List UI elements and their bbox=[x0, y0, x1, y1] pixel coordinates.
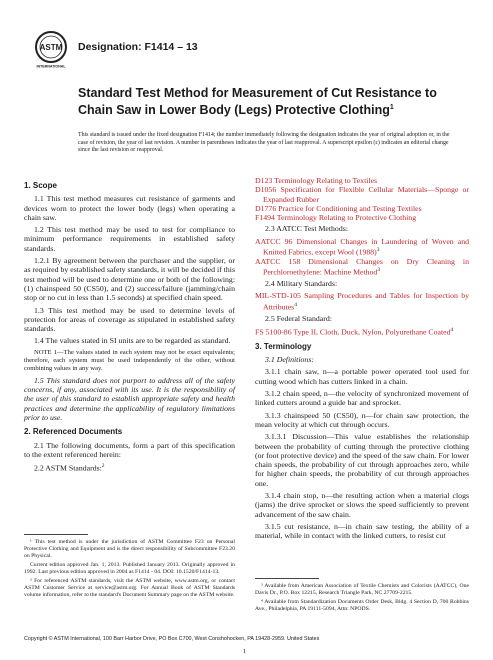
reference-item bbox=[255, 237, 469, 257]
paragraph-3-1-2: 3.1.2 chain speed, n—the velocity of synchronized movement of linked cutters around a guide bar and sprocket. bbox=[255, 389, 469, 408]
paragraph-2-2 bbox=[24, 462, 235, 473]
paragraph-3-1-3-1: 3.1.3.1 Discussion—This value establishes the relationship between the probability of cutting through the protective clothing (or foot protective device) and the speed of the saw chain. For lower chain speeds, the probability of cut through approaches zero, while for higher chain speeds, the probability of cut through approaches one. bbox=[255, 432, 469, 488]
paragraph-2-1: 2.1 The following documents, form a part of this specification to the extent referenced herein: bbox=[24, 440, 235, 459]
footnote-rule bbox=[255, 578, 319, 579]
footnote-mark: 3 bbox=[377, 267, 381, 274]
paragraph-2-2-text: 2.2 ASTM Standards: bbox=[34, 463, 102, 473]
paragraph-1-5: 1.5 This standard does not purport to address all of the safety concerns, if any, associated with its use. It is the responsibility of the user of this standard to establish appropriate safety and health practices and determine the applicability of regulatory limitations prior to use. bbox=[24, 375, 235, 422]
paragraph-1-3: 1.3 This test method may be used to determine levels of protection for areas of coverage as stipulated in established safety standards. bbox=[24, 305, 235, 334]
reference-title[interactable]: Specification for Flexible Cellular Materials—Sponge or Expanded Rubber bbox=[263, 185, 469, 204]
title-footnote-mark: 1 bbox=[389, 103, 394, 111]
footnote-list-left bbox=[24, 539, 235, 599]
paragraph-3-1-3: 3.1.3 chainspeed 50 (CS50), n—for chain saw protection, the mean velocity at which cut through occurs. bbox=[255, 410, 469, 429]
aatcc-reference-list bbox=[255, 237, 469, 277]
designation: Designation: F1414 – 13 bbox=[78, 41, 198, 53]
paragraph-3-1-4: 3.1.4 chain stop, n—the resulting action when a material clogs (jams) the drive sprocket or slows the speed sufficiently to prevent advancement of the saw chain. bbox=[255, 490, 469, 519]
footnote-item: ³ Available from American Association of Textile Chemists and Colorists (AATCC), One Davis Dr., P.O. Box 12215, Research Triangle Park, NC 27709-2215. bbox=[255, 583, 469, 596]
page-number: 1 bbox=[243, 648, 247, 655]
reference-item bbox=[255, 204, 469, 213]
paragraph-1-1: 1.1 This test method measures cut resistance of garments and devices worn to protect the lower body (legs) when operating a chain saw. bbox=[24, 194, 235, 222]
reference-link-fs[interactable]: FS 5100-86 bbox=[255, 327, 292, 337]
footnote-item: Current edition approved Jan. 1, 2013. Published January 2013. Originally approved in 1992. Last previous edition approved in 2004 as F1414 - 04. DOI: 10.1520/F1414-13. bbox=[24, 562, 235, 575]
section-heading-terminology: 3. Terminology bbox=[255, 341, 312, 351]
reference-link[interactable]: D123 bbox=[255, 176, 273, 185]
paragraph-1-2: 1.2 This test method may be used to test for compliance to minimum performance requirements in established safety standards. bbox=[24, 225, 235, 253]
logo-text: ASTM bbox=[39, 43, 63, 52]
page-title bbox=[78, 86, 438, 117]
note-1: NOTE 1—The values stated in each system may not be exact equivalents; therefore, each system must be used independently of the other, without combining values in any way. bbox=[24, 348, 235, 372]
reference-link[interactable]: F1494 bbox=[255, 213, 275, 223]
copyright-line: Copyright © ASTM International, 100 Barr Harbor Drive, PO Box C700, West Conshohocken, PA 19428-2959. United States bbox=[24, 636, 320, 642]
section-heading-referenced-documents: 2. Referenced Documents bbox=[24, 427, 123, 437]
footnote-mark-2: 2 bbox=[101, 463, 105, 470]
paragraph-3-1-5: 3.1.5 cut resistance, n—in chain saw testing, the ability of a material, while in contact with the linked cutters, to resist cut bbox=[255, 521, 469, 541]
right-column bbox=[255, 176, 469, 543]
footnote-list-right bbox=[255, 583, 469, 613]
reference-link-mil[interactable]: MIL-STD-105 bbox=[255, 291, 301, 301]
footnotes-right bbox=[255, 578, 469, 615]
paragraph-3-1: 3.1 Definitions: bbox=[265, 355, 314, 365]
paragraph-1-4: 1.4 The values stated in SI units are to be regarded as standard. bbox=[34, 336, 231, 346]
footnotes-left bbox=[24, 534, 235, 601]
reference-item-mil bbox=[255, 291, 469, 311]
astm-logo bbox=[33, 31, 69, 69]
reference-item bbox=[255, 185, 469, 204]
footnote-item: ² For referenced ASTM standards, visit the ASTM website, www.astm.org, or contact ASTM Customer Service at service@astm.org. For Annual Book of ASTM Standards volume information, refer to the standard's Document Summary page on the ASTM website. bbox=[24, 578, 235, 598]
paragraph-2-5: 2.5 Federal Standard: bbox=[265, 313, 332, 323]
reference-link[interactable]: D1056 bbox=[255, 185, 277, 195]
reference-item bbox=[255, 213, 469, 222]
reference-item bbox=[255, 176, 469, 185]
paragraph-2-4: 2.4 Military Standards: bbox=[265, 279, 338, 289]
issuance-note: This standard is issued under the fixed designation F1414; the number immediately following the designation indicates the year of original adoption or, in the case of revision, the year of last revision. A number in parentheses indicates the year of last reapproval. A superscript epsilon (ε) indicates an editorial change since the last revision or reapproval. bbox=[78, 132, 450, 154]
left-column bbox=[24, 176, 235, 476]
footnote-item: ⁴ Available from Standardization Documents Order Desk, Bldg. 4 Section D, 700 Robbins Ave., Philadelphia, PA 19111-5094, Attn: NPODS. bbox=[255, 599, 469, 612]
reference-title-mil[interactable]: Sampling Procedures and Tables for Inspection by Attributes bbox=[263, 291, 469, 312]
reference-title[interactable]: Terminology Relating to Textiles bbox=[272, 176, 378, 185]
reference-title[interactable]: Terminology Relating to Protective Clothing bbox=[274, 213, 417, 223]
footnote-mark-4a: 4 bbox=[294, 301, 297, 308]
reference-link[interactable]: AATCC 96 bbox=[255, 236, 293, 246]
reference-title[interactable]: Dimensional Changes in Laundering of Woven and Knitted Fabrics, except Wool (1988) bbox=[263, 236, 469, 257]
reference-link[interactable]: AATCC 158 bbox=[255, 256, 301, 266]
paragraph-3-1-1: 3.1.1 chain saw, n—a portable power operated tool used for cutting wood which has cutters linked in a chain. bbox=[255, 367, 469, 386]
reference-item bbox=[255, 257, 469, 277]
reference-title[interactable]: Dimensional Changes on Dry Cleaning in Perchloroethylene: Machine Method bbox=[263, 256, 469, 277]
title-text: Standard Test Method for Measurement of Cut Resistance to Chain Saw in Lower Body (Legs) Protective Clothing bbox=[78, 86, 437, 117]
logo-subtext: INTERNATIONAL bbox=[36, 64, 66, 69]
reference-title-fs[interactable]: Type II, Cloth, Duck, Nylon, Polyurethane Coated bbox=[291, 327, 451, 337]
astm-reference-list bbox=[255, 176, 469, 222]
footnote-mark: 3 bbox=[376, 247, 380, 254]
reference-item-fs bbox=[255, 326, 469, 337]
footnote-item: ¹ This test method is under the jurisdiction of ASTM Committee F23 on Personal Protective Clothing and Equipment and is the direct responsibility of Subcommittee F23.20 on Physical. bbox=[24, 539, 235, 559]
reference-title[interactable]: Practice for Conditioning and Testing Textiles bbox=[276, 203, 422, 213]
footnote-mark-4b: 4 bbox=[450, 326, 454, 333]
section-heading-scope: 1. Scope bbox=[24, 181, 57, 190]
paragraph-2-3: 2.3 AATCC Test Methods: bbox=[265, 224, 348, 234]
reference-link[interactable]: D1776 bbox=[255, 203, 277, 213]
paragraph-1-2-1: 1.2.1 By agreement between the purchaser and the supplier, or as required by established safety standards, it will be decided if this test method will be used to determine one or both of the following: (1) chainspeed 50 (CS50), and (2) success/failure (jamming/chain stop or no cut in less than 1.5 seconds) at specified chain speed. bbox=[24, 256, 235, 303]
footnote-rule bbox=[24, 534, 88, 535]
